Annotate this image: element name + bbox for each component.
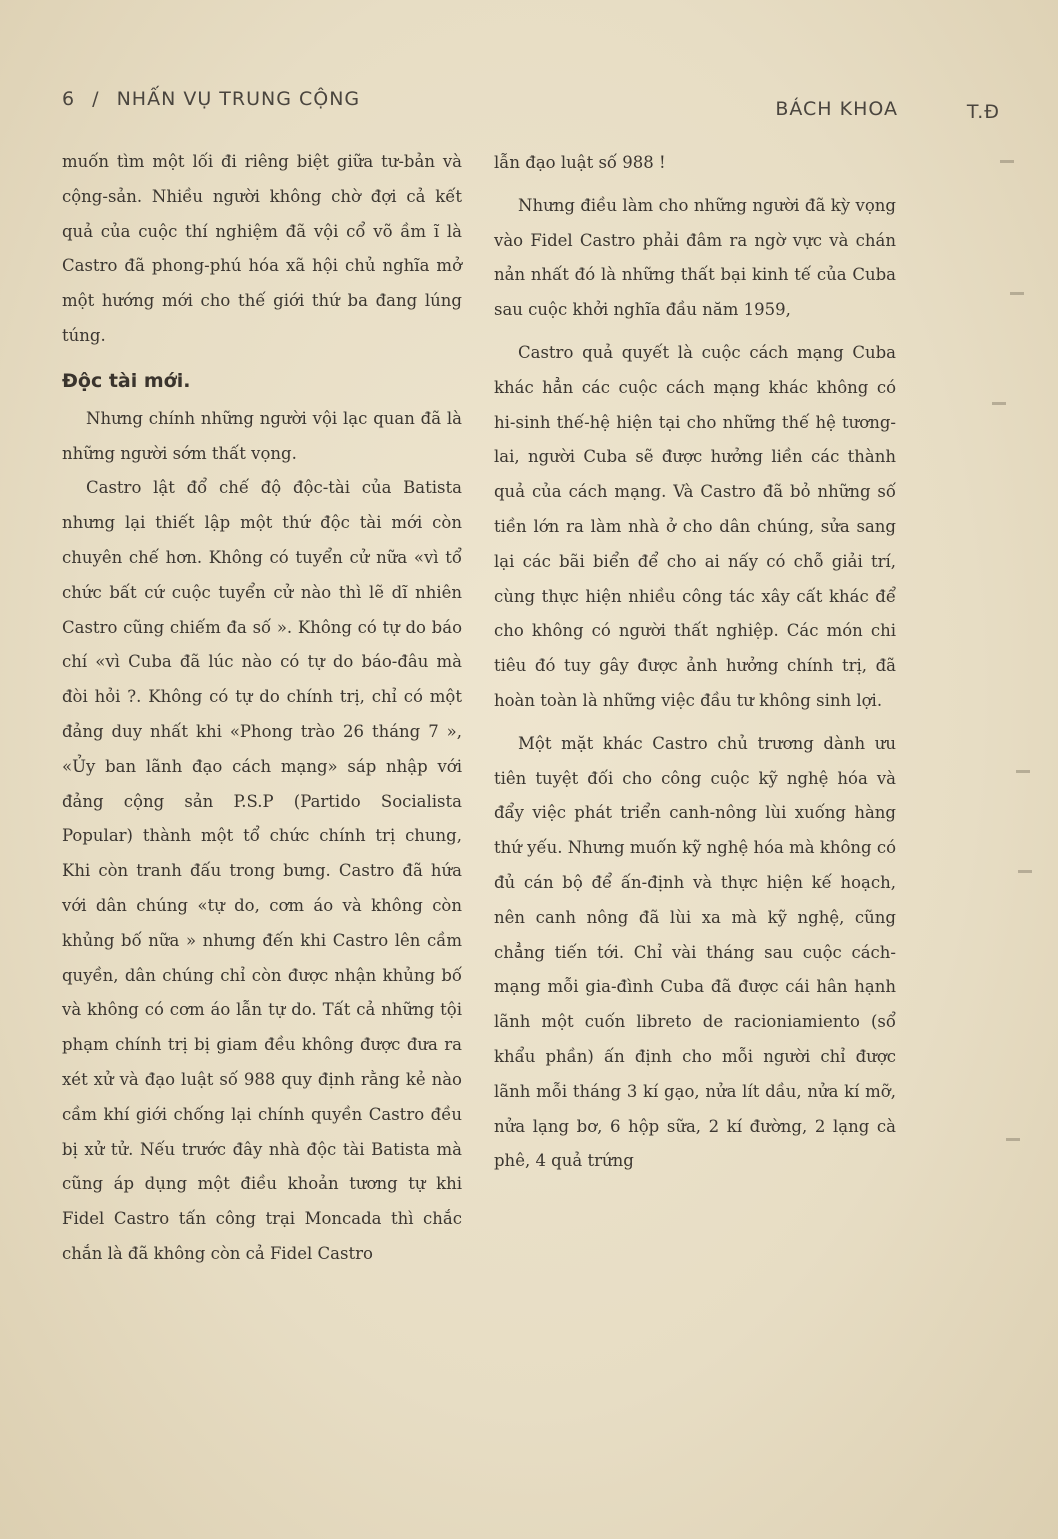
paragraph: lẫn đạo luật số 988 ! [494, 153, 666, 172]
issue-label: T.Đ [966, 101, 1000, 123]
margin-mark [1018, 870, 1032, 873]
running-header-left [62, 88, 360, 110]
paragraph: muốn tìm một lối đi riêng biệt giữa tư-bản và cộng-sản. Nhiều người không chờ đợi cả kết quả của cuộc thí nghiệm đã vội cổ võ ầm ĩ là Castro đã phong-phú hóa xã hội chủ nghĩa mở một hướng mới cho thế giới thứ ba đang lúng túng. [62, 152, 462, 345]
margin-mark [1006, 1138, 1020, 1141]
page-number: 6 [62, 88, 76, 110]
paragraph: Một mặt khác Castro chủ trương dành ưu tiên tuyệt đối cho công cuộc kỹ nghệ hóa và đẩy việc phát triển canh-nông lùi xuống hàng thứ yếu. Nhưng muốn kỹ nghệ hóa mà không có đủ cán bộ để ấn-định và thực hiện kế hoạch, nên canh nông đã lùi xa mà kỹ nghệ, cũng chẳng tiến tới. Chỉ vài tháng sau cuộc cách-mạng mỗi gia-đình Cuba đã được cái hân hạnh lãnh một cuốn libreto de racioniamiento (sổ khẩu phần) ấn định cho mỗi người chỉ được lãnh mỗi tháng 3 kí gạo, nửa lít dầu, nửa kí mỡ, nửa lạng bơ, 6 hộp sữa, 2 kí đường, 2 lạng cà phê, 4 quả trứng [494, 733, 897, 1171]
magazine-name: BÁCH KHOA [775, 98, 898, 120]
margin-mark [1000, 160, 1014, 163]
left-column [62, 145, 462, 1272]
right-column [494, 146, 896, 1179]
paragraph: Castro lật đổ chế độ độc-tài của Batista nhưng lại thiết lập một thứ độc tài mới còn chuyên chế hơn. Không có tuyển cử nữa «vì tổ chức bất cứ cuộc tuyển cử nào thì lẽ dĩ nhiên Castro cũng chiếm đa số ». Không có tự do báo chí «vì Cuba đã lúc nào có tự do báo-đâu mà đòi hỏi ?. Không có tự do chính trị, chỉ có một đảng duy nhất khi «Phong trào 26 tháng 7 », «Ủy ban lãnh đạo cách mạng» sáp nhập với đảng cộng sản P.S.P (Partido Socialista Popular) thành một tổ chức chính trị chung, Khi còn tranh đấu trong bưng. Castro đã hứa với dân chúng «tự do, cơm áo và không còn khủng bố nữa » nhưng đến khi Castro lên cầm quyền, dân chúng chỉ còn được nhận khủng bố và không có cơm áo lẫn tự do. Tất cả những tội phạm chính trị bị giam đều không được đưa ra xét xử và đạo luật số 988 quy định rằng kẻ nào cầm khí giới chống lại chính quyền Castro đều bị xử tử. Nếu trước đây nhà độc tài Batista mà cũng áp dụng một điều khoản tương tự khi Fidel Castro tấn công trại Moncada thì chắc chắn là đã không còn cả Fidel Castro [62, 478, 462, 1263]
margin-mark [1010, 292, 1024, 295]
paragraph: Castro quả quyết là cuộc cách mạng Cuba khác hẳn các cuộc cách mạng khác không có hi-sinh thế-hệ hiện tại cho những thế hệ tương-lai, người Cuba sẽ được hưởng liền các thành quả của cách mạng. Và Castro đã bỏ những số tiền lớn ra làm nhà ở cho dân chúng, sửa sang lại các bãi biển để cho ai nấy có chỗ giải trí, cùng thực hiện nhiều công tác xây cất khác để cho không có người thất nghiệp. Các món chi tiêu đó tuy gây được ảnh hưởng chính trị, đã hoàn toàn là những việc đầu tư không sinh lợi. [494, 342, 896, 710]
section-heading: Độc tài mới. [62, 369, 191, 392]
margin-mark [992, 402, 1006, 405]
section-title: NHẤN VỤ TRUNG CỘNG [116, 88, 361, 110]
paragraph: Nhưng điều làm cho những người đã kỳ vọng vào Fidel Castro phải đâm ra ngờ vực và chán nản nhất đó là những thất bại kinh tế của Cuba sau cuộc khởi nghĩa đầu năm 1959, [494, 195, 896, 320]
paragraph: Nhưng chính những người vội lạc quan đã là những người sớm thất vọng. [62, 408, 462, 463]
header-separator: / [92, 88, 100, 110]
margin-mark [1016, 770, 1030, 773]
